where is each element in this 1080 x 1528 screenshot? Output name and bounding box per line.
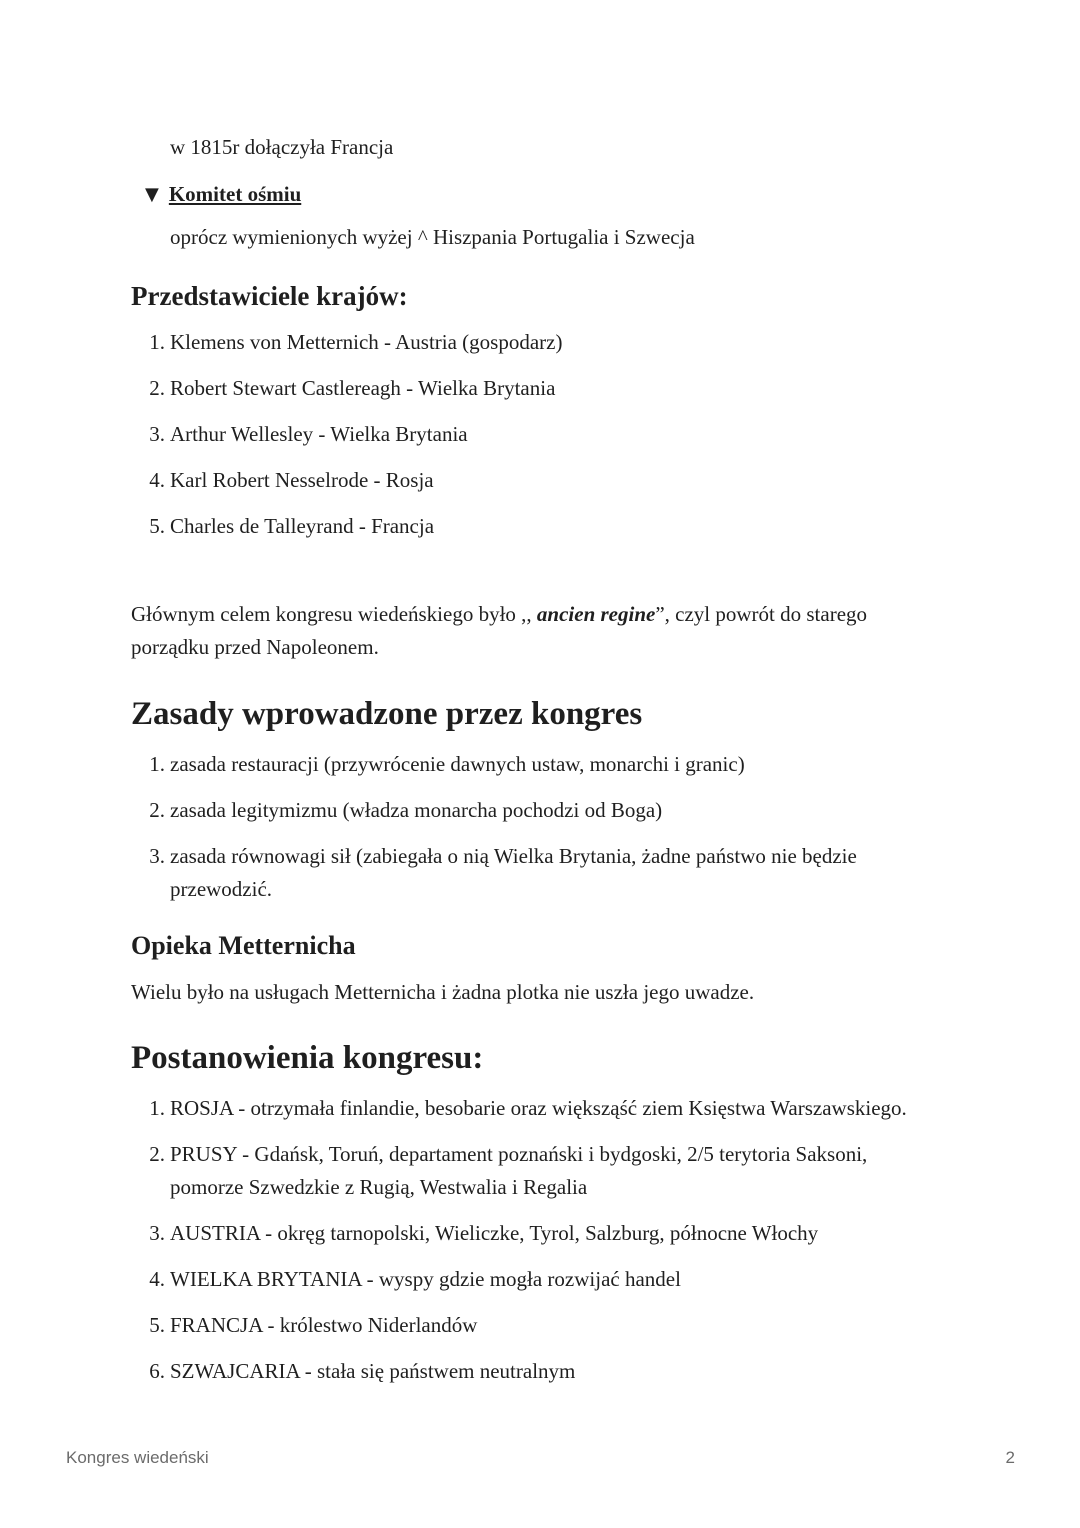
list-item: 3. AUSTRIA - okręg tarnopolski, Wieliczke, Tyrol, Salzburg, północne Włochy (149, 1221, 819, 1245)
toggle-title[interactable]: Komitet ośmiu (168, 181, 302, 206)
page-number: 2 (1005, 1448, 1015, 1467)
list-item: 2. Robert Stewart Castlereagh - Wielka Brytania (149, 376, 556, 400)
representatives-heading: Przedstawiciele krajów: (131, 281, 408, 311)
list-item: 2. PRUSY - Gdańsk, Toruń, departament poznański i bydgoski, 2/5 terytoria Saksoni, pomorze Szwedzkie z Rugią, Westwalia i Regalia (149, 1142, 868, 1199)
list-item: 1. Klemens von Metternich - Austria (gospodarz) (149, 330, 563, 354)
intro-line: w 1815r dołączyła Francja (170, 135, 394, 159)
goal-paragraph: Głównym celem kongresu wiedeńskiego było ,, ancien regine”, czyl powrót do starego porządku przed Napoleonem. (131, 602, 868, 659)
list-item: 5. FRANCJA - królestwo Niderlandów (149, 1313, 478, 1337)
representatives-list (149, 326, 970, 543)
footer-title: Kongres wiedeński (66, 1448, 209, 1467)
list-item: 3. zasada równowagi sił (zabiegała o nią Wielka Brytania, żadne państwo nie będzie przewodzić. (149, 844, 857, 901)
list-item: 4. Karl Robert Nesselrode - Rosja (149, 468, 434, 492)
toggle-komitet-osmiu[interactable] (145, 178, 301, 210)
decisions-list (149, 1092, 970, 1388)
rules-list (149, 748, 910, 906)
list-item: 4. WIELKA BRYTANIA - wyspy gdzie mogła rozwijać handel (149, 1267, 681, 1291)
decisions-heading: Postanowienia kongresu: (131, 1040, 484, 1076)
ancien-regime-emphasis: ancien regine (536, 602, 656, 626)
triangle-down-icon[interactable]: ▼ (145, 183, 159, 205)
metternich-heading: Opieka Metternicha (131, 931, 356, 960)
list-item: 5. Charles de Talleyrand - Francja (149, 514, 435, 538)
list-item: 6. SZWAJCARIA - stała się państwem neutralnym (149, 1359, 576, 1383)
list-item: 1. ROSJA - otrzymała finlandie, besobarie oraz większąść ziem Księstwa Warszawskiego. (149, 1096, 907, 1120)
list-item: 1. zasada restauracji (przywrócenie dawnych ustaw, monarchi i granic) (149, 752, 745, 776)
metternich-text: Wielu było na usługach Metternicha i żadna plotka nie uszła jego uwadze. (131, 980, 755, 1004)
list-item: 2. zasada legitymizmu (władza monarcha pochodzi od Boga) (149, 798, 663, 822)
rules-heading: Zasady wprowadzone przez kongres (131, 696, 643, 732)
list-item: 3. Arthur Wellesley - Wielka Brytania (149, 422, 468, 446)
toggle-content: oprócz wymienionych wyżej ^ Hiszpania Portugalia i Szwecja (170, 225, 695, 249)
